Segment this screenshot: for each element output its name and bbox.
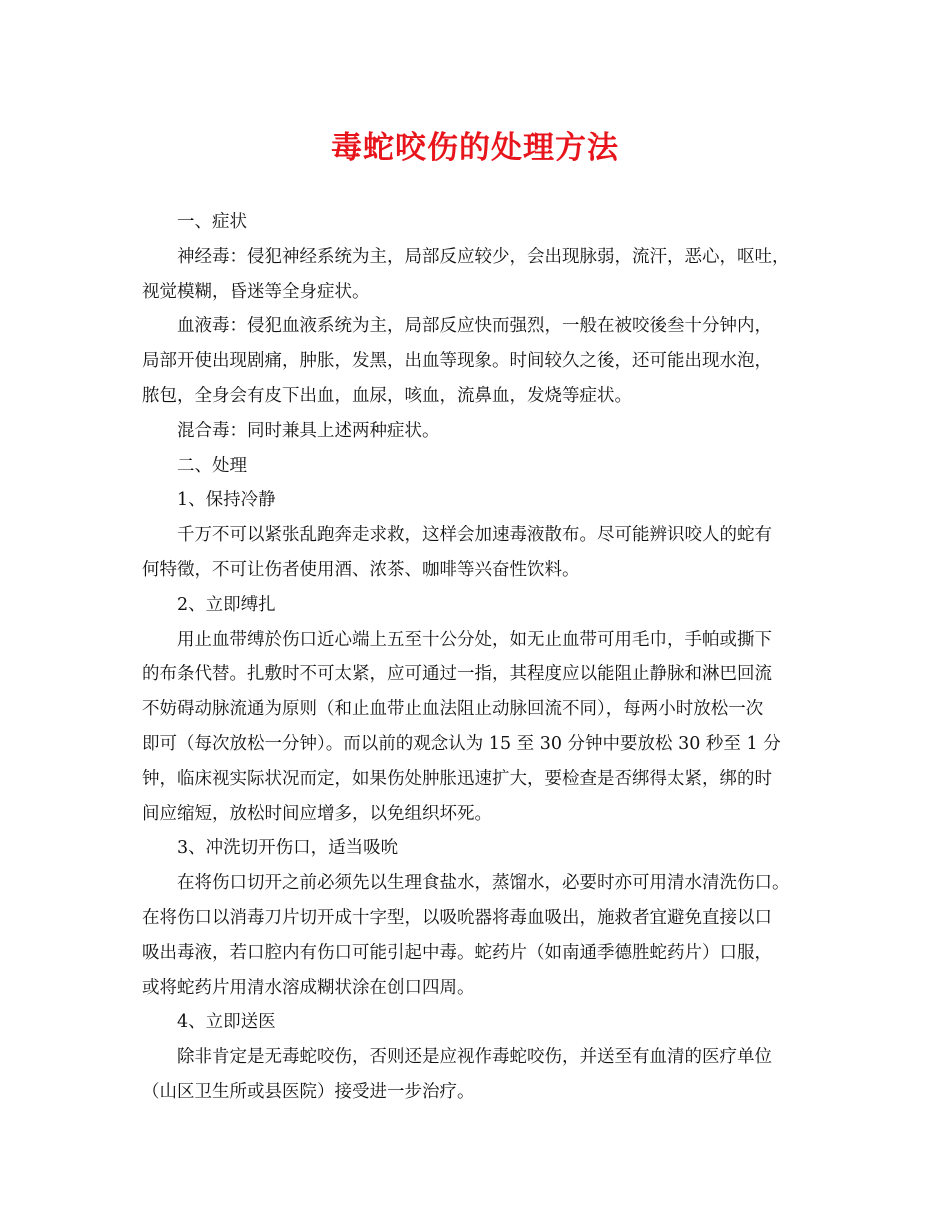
text-line: 局部开使出现剧痛，肿胀，发黑，出血等现象。时间较久之後，还可能出现水泡，	[142, 351, 772, 372]
text-line: 视觉模糊，昏迷等全身症状。	[142, 281, 370, 302]
text-line: 血液毒：侵犯血液系统为主，局部反应快而强烈，一般在被咬後叁十分钟内，	[177, 316, 772, 337]
text-line: 的布条代替。扎敷时不可太紧，应可通过一指，其程度应以能阻止静脉和淋巴回流	[142, 664, 772, 685]
text-line: 一、症状	[177, 212, 247, 232]
text-line: 千万不可以紧张乱跑奔走求救，这样会加速毒液散布。尽可能辨识咬人的蛇有	[177, 525, 772, 546]
text-line: 用止血带缚於伤口近心端上五至十公分处，如无止血带可用毛巾，手帕或撕下	[177, 629, 772, 650]
text-line: 3、冲洗切开伤口，适当吸吮	[177, 838, 399, 859]
text-line: 1、保持冷静	[177, 490, 276, 511]
text-line: 2、立即缚扎	[177, 594, 276, 615]
text-line: 4、立即送医	[177, 1012, 276, 1033]
document-body	[142, 205, 832, 1110]
text-line: 除非肯定是无毒蛇咬伤，否则还是应视作毒蛇咬伤，并送至有血清的医疗单位	[177, 1047, 772, 1068]
text-line: 不妨碍动脉流通为原则（和止血带止血法阻止动脉回流不同），每两小时放松一次	[142, 699, 764, 720]
text-line: 脓包，全身会有皮下出血，血尿，咳血，流鼻血，发烧等症状。	[142, 385, 632, 406]
document-title: 毒蛇咬伤的处理方法	[331, 130, 619, 166]
text-line: 或将蛇药片用清水溶成糊状涂在创口四周。	[142, 977, 475, 998]
text-line: 在将伤口切开之前必须先以生理食盐水，蒸馏水，必要时亦可用清水清洗伤口。	[177, 873, 790, 894]
text-line: （山区卫生所或县医院）接受进一步治疗。	[142, 1081, 475, 1102]
text-line: 何特徵，不可让伤者使用酒、浓茶、咖啡等兴奋性饮料。	[142, 559, 580, 580]
text-line: 混合毒：同时兼具上述两种症状。	[177, 420, 440, 441]
text-line: 即可（每次放松一分钟）。而以前的观念认为 15 至 30 分钟中要放松 30 秒至 1 分	[142, 733, 781, 754]
text-line: 神经毒：侵犯神经系统为主，局部反应较少，会出现脉弱，流汗，恶心，呕吐，	[177, 246, 790, 267]
text-line: 二、处理	[177, 455, 247, 476]
text-line: 钟，临床视实际状况而定，如果伤处肿胀迅速扩大，要检查是否绑得太紧，绑的时	[142, 768, 772, 789]
text-line: 吸出毒液，若口腔内有伤口可能引起中毒。蛇药片（如南通季德胜蛇药片）口服，	[142, 942, 772, 963]
text-line: 间应缩短，放松时间应增多，以免组织坏死。	[142, 803, 492, 824]
text-line: 在将伤口以消毒刀片切开成十字型，以吸吮器将毒血吸出，施救者宜避免直接以口	[142, 907, 772, 928]
